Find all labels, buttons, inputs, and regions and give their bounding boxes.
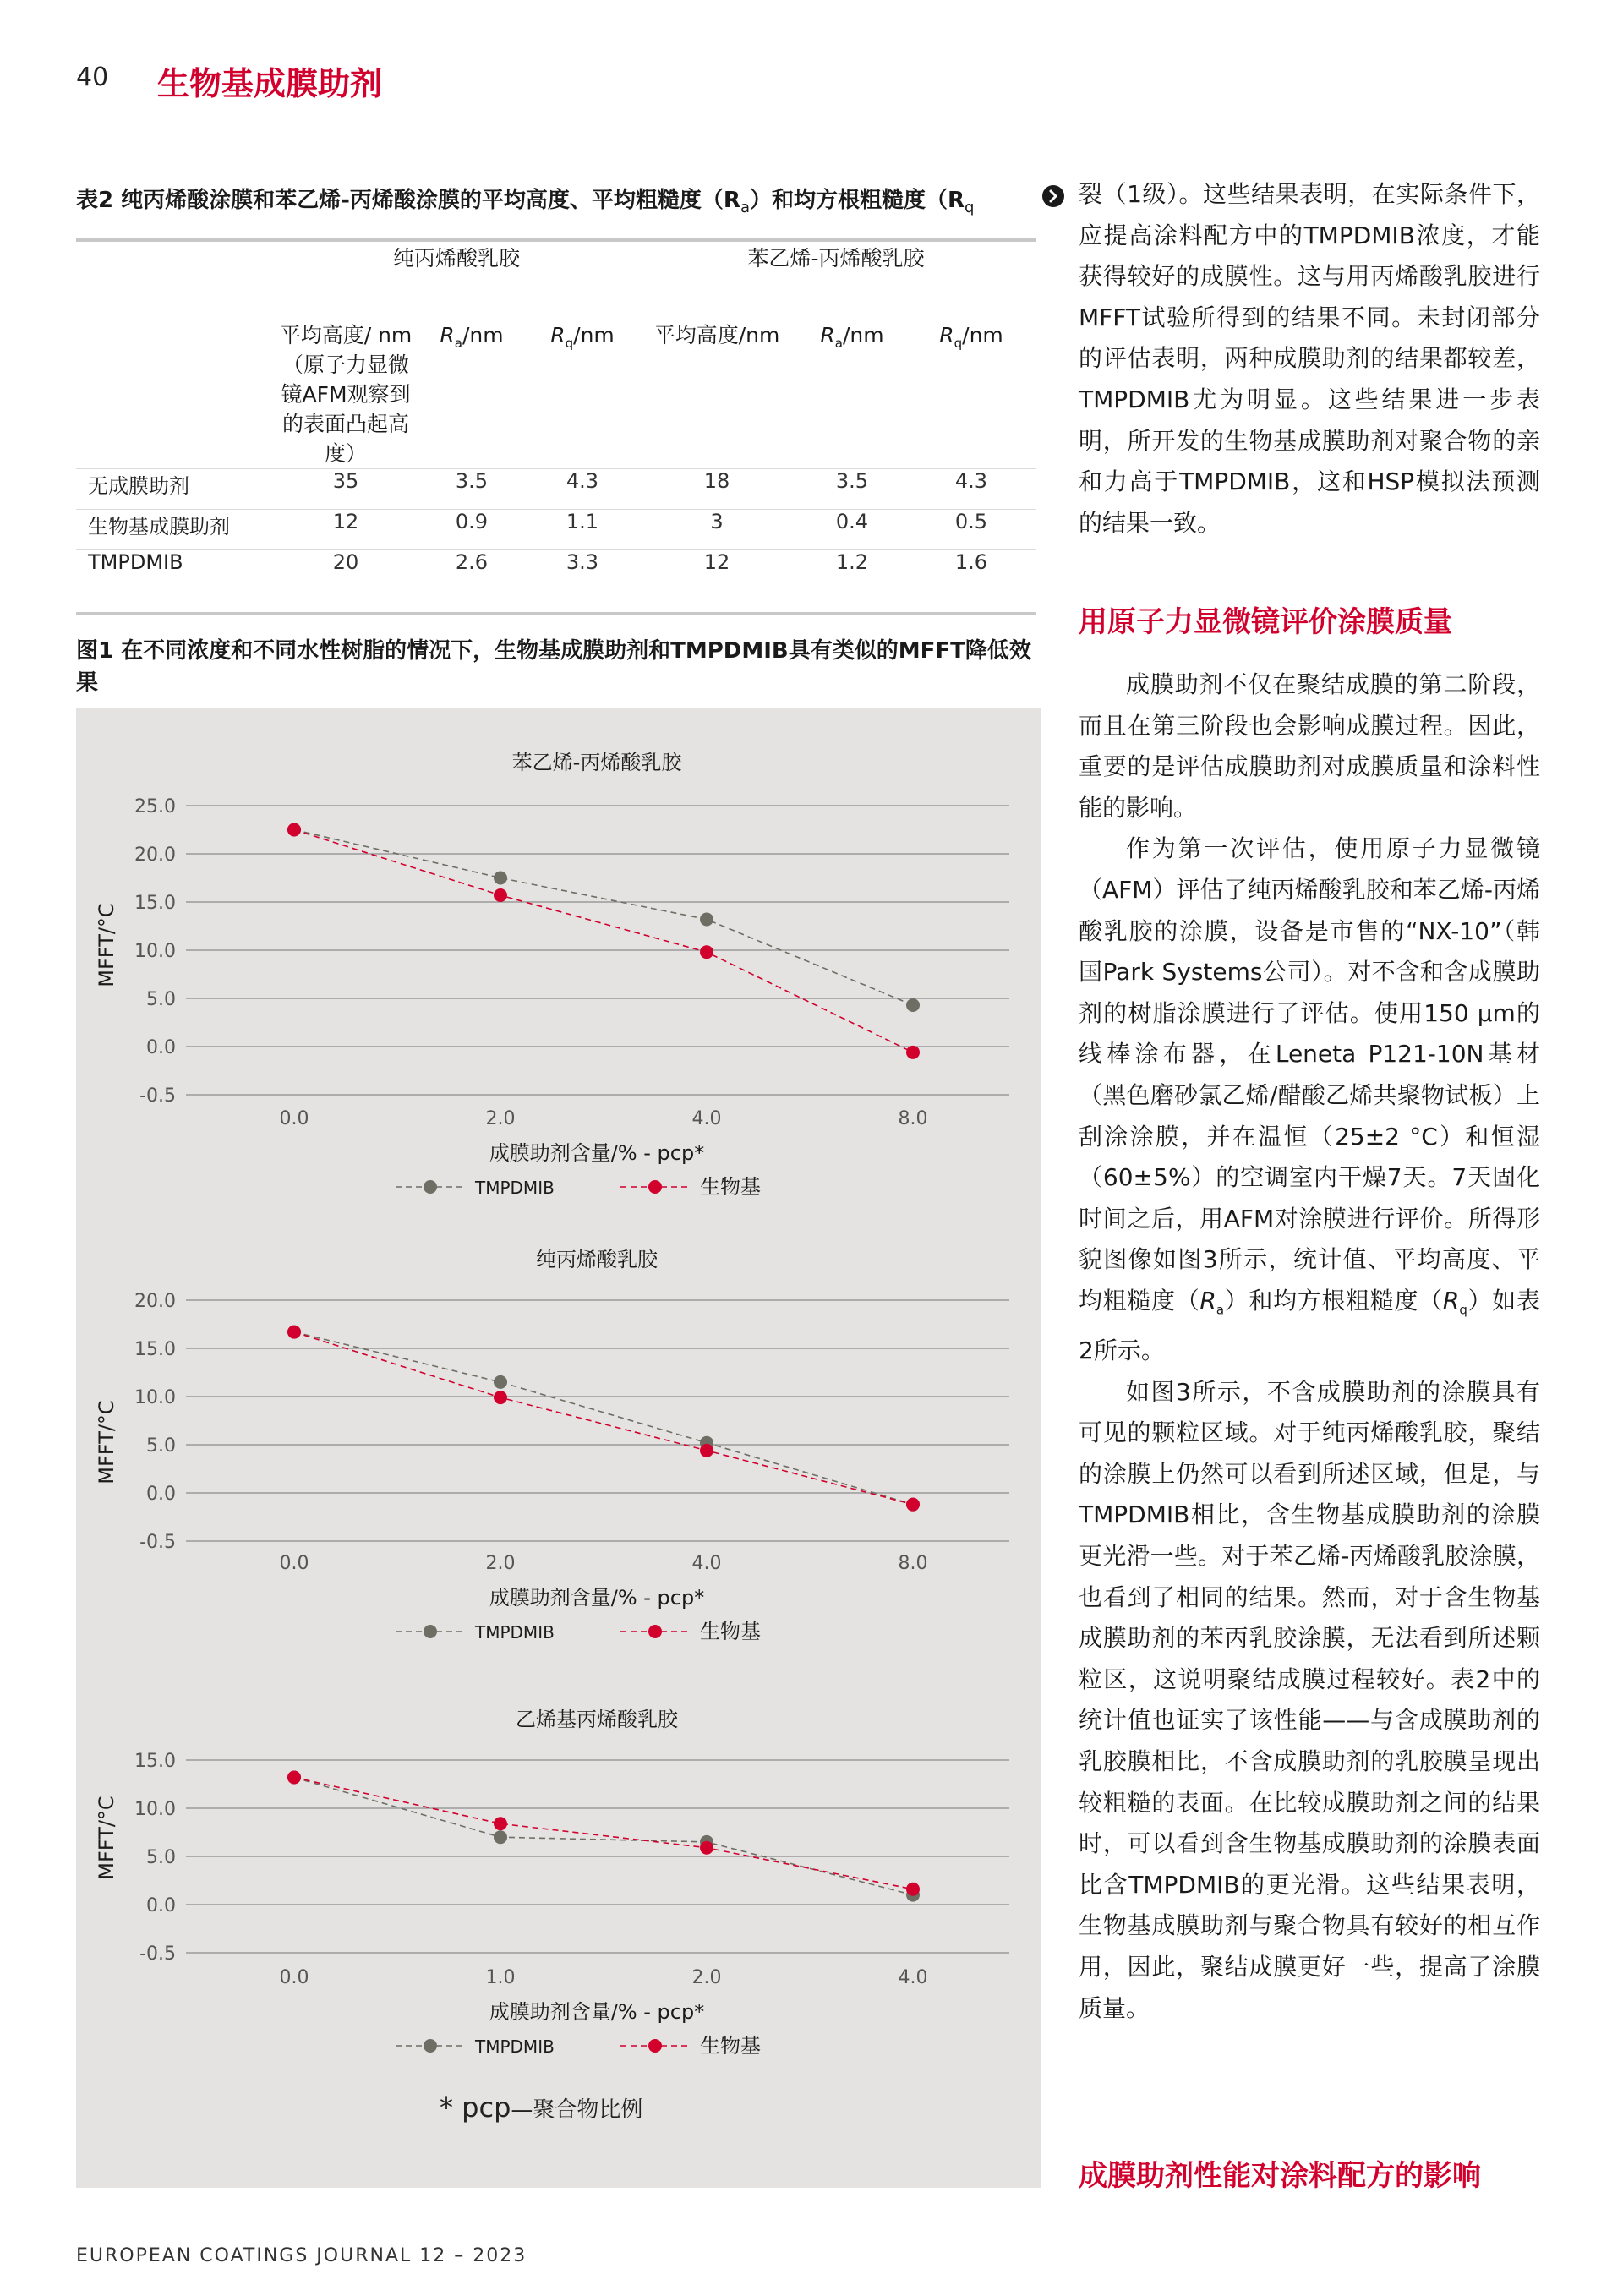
- legend-label: 生物基: [700, 1620, 761, 1643]
- data-point-tmpdmib: [700, 913, 713, 927]
- data-point-tmpdmib: [494, 1830, 507, 1844]
- y-tick-label: -0.5: [139, 1085, 176, 1107]
- data-point-bio: [494, 1817, 507, 1830]
- footnote-text: —聚合物比例: [511, 2097, 643, 2123]
- table-col-avg-height-short: 平均高度/nm: [636, 303, 798, 468]
- chart-title: 苯乙烯-丙烯酸乳胶: [511, 751, 682, 774]
- y-tick-label: 10.0: [134, 1387, 176, 1408]
- table-caption-main: 表2 纯丙烯酸涂膜和苯乙烯-丙烯酸涂膜的平均高度、平均粗糙度（R: [76, 188, 740, 213]
- table-cell: 18: [636, 468, 798, 509]
- table-cell: 4.3: [529, 468, 636, 509]
- y-tick-label: 15.0: [134, 1339, 176, 1360]
- y-axis-label: MFFT/°C: [95, 903, 118, 987]
- section-heading-afm: 用原子力显微镜评价涂膜质量: [1079, 605, 1452, 639]
- series-line-tmpdmib: [294, 830, 913, 1005]
- x-tick-label: 2.0: [485, 1108, 516, 1129]
- body-paragraph: 作为第一次评估，使用原子力显微镜（AFM）评估了纯丙烯酸乳胶和苯乙烯-丙烯酸乳胶的涂膜，设备是市售的“NX-10”（韩国Park Systems公司）。对不含和含成膜助剂的树脂涂膜进行了评估。使用150 μm的线棒涂布器，在Leneta P121-10N基材（黑色磨砂氯乙烯/醋酸乙烯共聚物试板）上刮涂涂膜，并在温恒（25±2 °C）和恒湿（60±5%）的空调室内干燥7天。7天固化时间之后，用AFM对涂膜进行评价。所得形貌图像如图3所示，统计值、平均高度、平均粗糙度$(R_a)$和均方根粗糙度$(R_q)$如表2所示。: [1079, 834, 1540, 1365]
- legend-marker: [648, 1625, 662, 1638]
- series-line-bio: [294, 1778, 913, 1889]
- data-point-bio: [700, 1444, 713, 1457]
- y-tick-label: 5.0: [146, 1847, 176, 1868]
- right-column-middle: [1079, 664, 1540, 2029]
- table-empty-cell: [76, 303, 277, 468]
- data-point-bio: [494, 888, 507, 902]
- y-tick-label: 15.0: [134, 893, 176, 914]
- y-tick-label: 5.0: [146, 989, 176, 1010]
- table-col-rq: $R_q/nm$: [906, 303, 1036, 468]
- table-cell: 0.4: [798, 509, 906, 549]
- data-point-bio: [287, 823, 301, 837]
- series-line-bio: [294, 830, 913, 1052]
- table-caption-mid: ）和均方根粗糙度（R: [750, 188, 965, 213]
- data-point-bio: [494, 1391, 507, 1404]
- table-group-pure-acrylic: 纯丙烯酸乳胶: [277, 240, 636, 303]
- series-line-tmpdmib: [294, 1332, 913, 1505]
- data-point-bio: [287, 1326, 301, 1339]
- table-cell: 3.3: [529, 549, 636, 614]
- data-point-bio: [906, 1046, 920, 1059]
- legend-label: TMPDMIB: [475, 2036, 555, 2057]
- y-tick-label: 5.0: [146, 1435, 176, 1457]
- footnote-mark: * pcp: [440, 2091, 511, 2124]
- body-paragraph: 成膜助剂不仅在聚结成膜的第二阶段，而且在第三阶段也会影响成膜过程。因此，重要的是评估成膜助剂对成膜质量和涂料性能的影响。: [1079, 670, 1540, 822]
- y-tick-label: -0.5: [139, 1943, 176, 1965]
- data-point-bio: [906, 1883, 920, 1896]
- table-col-ra: $R_a/nm$: [414, 303, 529, 468]
- legend-label: TMPDMIB: [475, 1178, 555, 1198]
- y-tick-label: 20.0: [134, 1291, 176, 1312]
- data-point-tmpdmib: [906, 998, 920, 1012]
- table-row: [76, 549, 1036, 614]
- table-cell: 3.5: [798, 468, 906, 509]
- running-title: 生物基成膜助剂: [157, 65, 383, 102]
- table-caption-sub-a: a: [740, 199, 750, 217]
- legend-marker: [648, 1180, 662, 1194]
- x-axis-label: 成膜助剂含量/% - pcp*: [489, 1586, 705, 1610]
- table-cell: 12: [636, 549, 798, 614]
- table-row-label: 生物基成膜助剂: [76, 509, 277, 549]
- table-cell: 1.1: [529, 509, 636, 549]
- body-paragraph: 如图3所示，不含成膜助剂的涂膜具有可见的颗粒区域。对于纯丙烯酸乳胶，聚结的涂膜上仍然可以看到所述区域，但是，与TMPDMIB相比，含生物基成膜助剂的涂膜更光滑一些。对于苯乙烯-丙烯酸乳胶涂膜，也看到了相同的结果。然而，对于含生物基成膜助剂的苯丙乳胶涂膜，无法看到所述颗粒区，这说明聚结成膜过程较好。表2中的统计值也证实了该性能——与含成膜助剂的乳胶膜相比，不含成膜助剂的乳胶膜呈现出较粗糙的表面。在比较成膜助剂之间的结果时，可以看到含生物基成膜助剂的涂膜表面比含TMPDMIB的更光滑。这些结果表明，生物基成膜助剂与聚合物具有较好的相互作用，因此，聚结成膜更好一些，提高了涂膜质量。: [1079, 1377, 1540, 2022]
- table-row: [76, 509, 1036, 549]
- table-cell: 3: [636, 509, 798, 549]
- chevron-right-icon: [1041, 184, 1065, 208]
- page-number: 40: [76, 63, 109, 92]
- mfft-charts: [76, 708, 1041, 2188]
- table-group-header-row: [76, 240, 1036, 303]
- y-tick-label: -0.5: [139, 1532, 176, 1553]
- table-cell: 20: [277, 549, 414, 614]
- legend-label: 生物基: [700, 1175, 761, 1199]
- y-axis-label: MFFT/°C: [95, 1796, 118, 1880]
- data-point-tmpdmib: [494, 1375, 507, 1389]
- figure-footnote: [440, 2091, 642, 2124]
- y-tick-label: 10.0: [134, 941, 176, 962]
- section-heading-performance: 成膜助剂性能对涂料配方的影响: [1079, 2159, 1481, 2193]
- table-caption-sub-q: q: [965, 199, 975, 217]
- x-tick-label: 0.0: [279, 1108, 309, 1129]
- x-tick-label: 2.0: [485, 1553, 516, 1574]
- data-point-bio: [700, 945, 713, 959]
- table-group-styrene-acrylic: 苯乙烯-丙烯酸乳胶: [636, 240, 1036, 303]
- table-empty-cell: [76, 240, 277, 303]
- body-paragraph: 裂（1级）。这些结果表明，在实际条件下，应提高涂料配方中的TMPDMIB浓度，才能获得较好的成膜性。这与用丙烯酸乳胶进行MFFT试验所得到的结果不同。未封闭部分的评估表明，两种成膜助剂的结果都较差，TMPDMIB尤为明显。这些结果进一步表明，所开发的生物基成膜助剂对聚合物的亲和力高于TMPDMIB，这和HSP模拟法预测的结果一致。: [1079, 180, 1540, 537]
- x-tick-label: 4.0: [898, 1967, 928, 1988]
- table-cell: 12: [277, 509, 414, 549]
- legend-marker: [648, 2039, 662, 2053]
- figure-panel: [76, 708, 1041, 2188]
- table-cell: 3.5: [414, 468, 529, 509]
- data-point-bio: [906, 1498, 920, 1512]
- chart-title: 纯丙烯酸乳胶: [536, 1248, 658, 1271]
- x-tick-label: 8.0: [898, 1108, 928, 1129]
- table-cell: 0.5: [906, 509, 1036, 549]
- y-tick-label: 20.0: [134, 845, 176, 866]
- table-cell: 1.2: [798, 549, 906, 614]
- table-cell: 0.9: [414, 509, 529, 549]
- data-point-bio: [700, 1841, 713, 1855]
- y-tick-label: 0.0: [146, 1037, 176, 1058]
- table-caption: [76, 183, 1031, 216]
- y-tick-label: 25.0: [134, 796, 176, 817]
- x-axis-label: 成膜助剂含量/% - pcp*: [489, 1141, 705, 1165]
- table-row-label: TMPDMIB: [76, 549, 277, 614]
- x-tick-label: 4.0: [691, 1108, 722, 1129]
- y-tick-label: 0.0: [146, 1895, 176, 1916]
- table-column-header-row: [76, 303, 1036, 468]
- table-row: [76, 468, 1036, 509]
- x-axis-label: 成膜助剂含量/% - pcp*: [489, 2000, 705, 2024]
- y-axis-label: MFFT/°C: [95, 1400, 118, 1484]
- y-tick-label: 10.0: [134, 1799, 176, 1820]
- x-tick-label: 2.0: [691, 1967, 722, 1988]
- legend-marker: [424, 1625, 437, 1638]
- journal-footer: EUROPEAN COATINGS JOURNAL 12 – 2023: [76, 2245, 527, 2266]
- chart-title: 乙烯基丙烯酸乳胶: [516, 1708, 678, 1731]
- y-tick-label: 15.0: [134, 1751, 176, 1772]
- legend-marker: [424, 2039, 437, 2053]
- table-cell: 4.3: [906, 468, 1036, 509]
- x-tick-label: 8.0: [898, 1553, 928, 1574]
- legend-label: TMPDMIB: [475, 1622, 555, 1643]
- table-row-label: 无成膜助剂: [76, 468, 277, 509]
- data-point-tmpdmib: [494, 872, 507, 885]
- x-tick-label: 1.0: [485, 1967, 516, 1988]
- legend-label: 生物基: [700, 2034, 761, 2058]
- table-cell: 2.6: [414, 549, 529, 614]
- roughness-table: [76, 238, 1036, 615]
- table-col-avg-height-long: 平均高度/ nm（原子力显微镜AFM观察到的表面凸起高度）: [277, 303, 414, 468]
- x-tick-label: 0.0: [279, 1967, 309, 1988]
- x-tick-label: 0.0: [279, 1553, 309, 1574]
- table-cell: 1.6: [906, 549, 1036, 614]
- y-tick-label: 0.0: [146, 1484, 176, 1505]
- legend-marker: [424, 1180, 437, 1194]
- series-line-bio: [294, 1332, 913, 1505]
- right-column-top: [1079, 174, 1540, 544]
- x-tick-label: 4.0: [691, 1553, 722, 1574]
- data-point-bio: [287, 1771, 301, 1785]
- table-cell: 35: [277, 468, 414, 509]
- table-col-rq: $R_q/nm$: [529, 303, 636, 468]
- figure-caption: 图1 在不同浓度和不同水性树脂的情况下，生物基成膜助剂和TMPDMIB具有类似的MFFT降低效果: [76, 638, 1031, 696]
- table-col-ra: $R_a/nm$: [798, 303, 906, 468]
